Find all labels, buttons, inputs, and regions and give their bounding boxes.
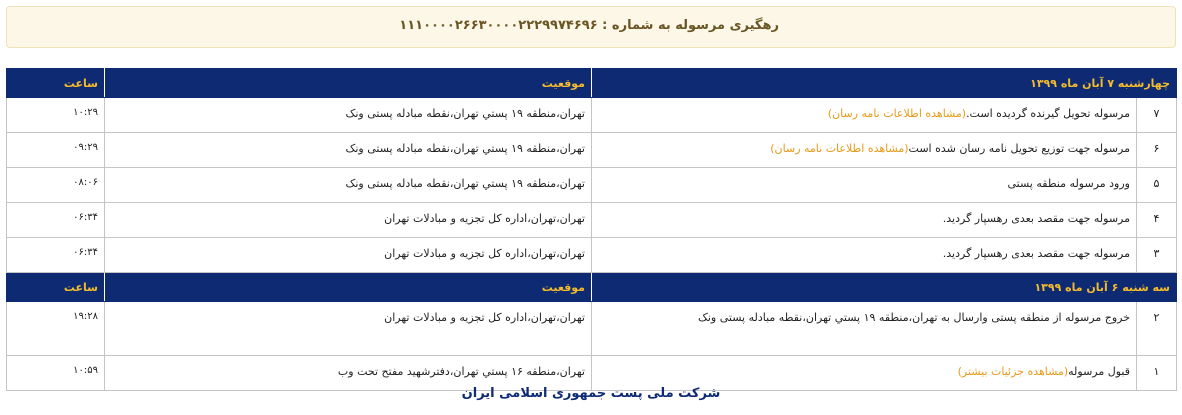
tracking-table [6, 68, 1177, 391]
event-time: ۰۶:۳۴ [7, 238, 105, 273]
event-index: ۱ [1137, 356, 1177, 391]
event-time: ۱۹:۲۸ [7, 302, 105, 356]
day-header-row [7, 273, 1177, 302]
table-row [7, 168, 1177, 203]
table-row [7, 98, 1177, 133]
view-postman-info-link[interactable]: (مشاهده اطلاعات نامه رسان) [827, 107, 967, 120]
event-time: ۰۹:۲۹ [7, 133, 105, 168]
time-header: ساعت [7, 69, 105, 98]
location-header: موقعیت [105, 273, 592, 302]
event-description [592, 203, 1137, 238]
event-description-text: خروج مرسوله از منطقه پستی وارسال به تهران،منطقه ۱۹ پستي تهران،نقطه مبادله پستی ونک [698, 311, 1130, 324]
time-header: ساعت [7, 273, 105, 302]
event-description [592, 168, 1137, 203]
event-time: ۱۰:۲۹ [7, 98, 105, 133]
event-description-text: ورود مرسوله منطقه پستی [1007, 177, 1130, 190]
event-description-text: مرسوله جهت توزیع تحویل نامه رسان شده است [908, 142, 1130, 155]
event-description [592, 133, 1137, 168]
day-date: چهارشنبه ۷ آبان ماه ۱۳۹۹ [592, 69, 1177, 98]
event-location: تهران،تهران،اداره کل تجزیه و مبادلات تهران [105, 302, 592, 356]
tracking-banner [6, 6, 1176, 48]
event-location: تهران،منطقه ۱۶ پستي تهران،دفترشهید مفتح تحت وب [105, 356, 592, 391]
event-description-text: مرسوله جهت مقصد بعدی رهسپار گردید. [942, 247, 1130, 260]
footer-company-name: شرکت ملی پست جمهوری اسلامی ایران [461, 386, 721, 401]
day-header-row [7, 69, 1177, 98]
event-index: ۶ [1137, 133, 1177, 168]
view-postman-info-link[interactable]: (مشاهده اطلاعات نامه رسان) [770, 142, 909, 155]
event-time: ۰۸:۰۶ [7, 168, 105, 203]
event-description-text: قبول مرسوله [1068, 365, 1130, 378]
table-row [7, 203, 1177, 238]
table-row [7, 133, 1177, 168]
tracking-title: رهگیری مرسوله به شماره : ۱۱۱۰۰۰۰۲۶۶۳۰۰۰۰۲۲۲۹۹۷۴۶۹۶ [399, 18, 779, 33]
event-time: ۱۰:۵۹ [7, 356, 105, 391]
event-location: تهران،تهران،اداره کل تجزیه و مبادلات تهران [105, 203, 592, 238]
table-row [7, 238, 1177, 273]
event-index: ۷ [1137, 98, 1177, 133]
event-index: ۴ [1137, 203, 1177, 238]
event-location: تهران،تهران،اداره کل تجزیه و مبادلات تهران [105, 238, 592, 273]
event-index: ۳ [1137, 238, 1177, 273]
table-row [7, 302, 1177, 356]
event-index: ۲ [1137, 302, 1177, 356]
day-date: سه شنبه ۶ آبان ماه ۱۳۹۹ [592, 273, 1177, 302]
event-location: تهران،منطقه ۱۹ پستي تهران،نقطه مبادله پستی ونک [105, 98, 592, 133]
event-index: ۵ [1137, 168, 1177, 203]
event-location: تهران،منطقه ۱۹ پستي تهران،نقطه مبادله پستی ونک [105, 168, 592, 203]
event-location: تهران،منطقه ۱۹ پستي تهران،نقطه مبادله پستی ونک [105, 133, 592, 168]
location-header: موقعیت [105, 69, 592, 98]
event-description [592, 302, 1137, 356]
view-more-details-link[interactable]: (مشاهده جزئیات بیشتر) [957, 365, 1069, 378]
event-description-text: مرسوله جهت مقصد بعدی رهسپار گردید. [942, 212, 1130, 225]
event-description [592, 238, 1137, 273]
event-description [592, 98, 1137, 133]
event-description-text: مرسوله تحویل گیرنده گردیده است. [966, 107, 1130, 120]
event-time: ۰۶:۳۴ [7, 203, 105, 238]
